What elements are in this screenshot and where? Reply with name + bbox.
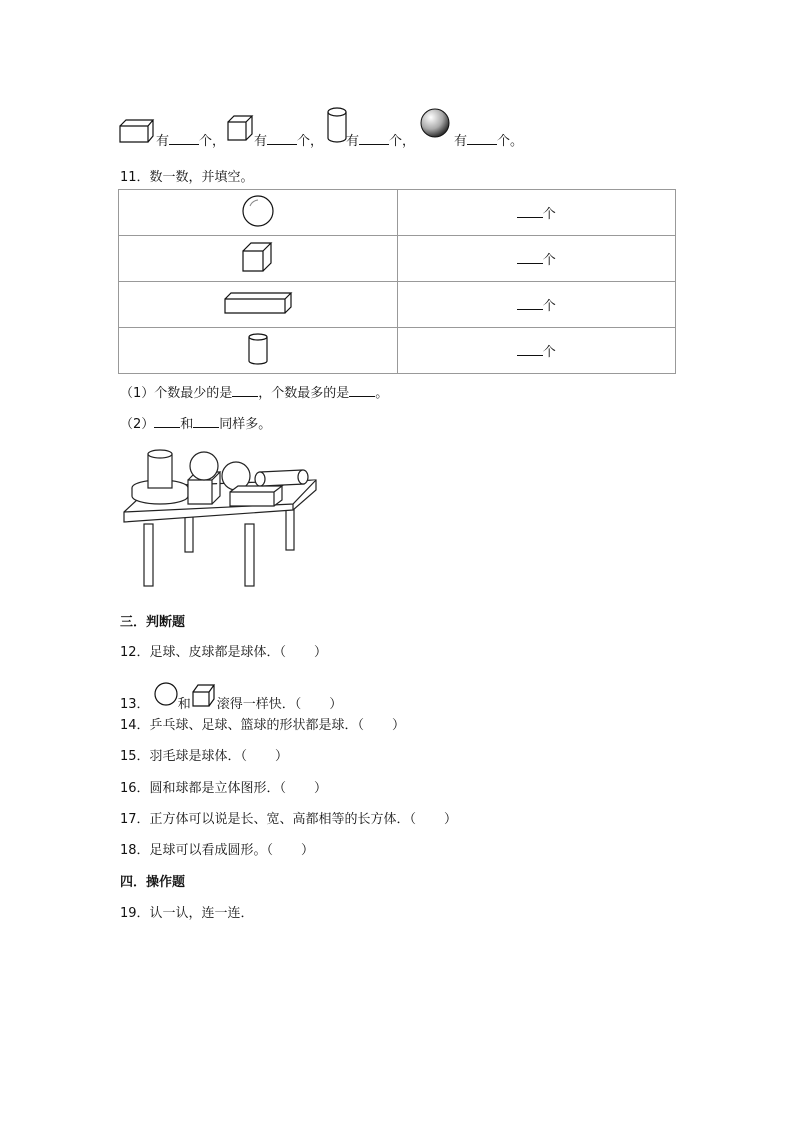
sphere-icon	[241, 194, 275, 228]
cuboid-icon	[223, 291, 293, 315]
have-label: 有	[454, 134, 468, 149]
top-shape-row	[118, 112, 538, 148]
ball-icon	[420, 108, 452, 140]
cube-icon	[191, 686, 217, 710]
answer-blank[interactable]	[154, 415, 180, 428]
answer-cell	[397, 328, 676, 374]
have-label: 有	[346, 134, 360, 149]
q11-title: 11．数一数，并填空。	[120, 170, 254, 185]
section-3-heading: 三．判断题	[120, 615, 186, 630]
table-row	[119, 328, 676, 374]
unit-label: 个	[542, 207, 556, 222]
q11-sub2: （2） 和 同样多。	[120, 417, 272, 432]
table-row	[119, 190, 676, 236]
answer-blank[interactable]	[517, 251, 543, 264]
answer-blank[interactable]	[517, 343, 543, 356]
shape-cell	[119, 236, 398, 282]
cube-icon	[226, 114, 254, 144]
shape-cell	[119, 328, 398, 374]
q19: 19．认一认，连一连．	[120, 906, 254, 921]
q16: 16．圆和球都是立体图形．（ ）	[120, 781, 328, 796]
unit-label: 个，	[297, 134, 324, 149]
shape-cell	[119, 190, 398, 236]
sphere-icon	[154, 688, 178, 712]
unit-label: 个，	[389, 134, 416, 149]
answer-blank[interactable]	[267, 132, 297, 145]
q18: 18．足球可以看成圆形。（ ）	[120, 843, 315, 858]
unit-label: 个	[542, 299, 556, 314]
answer-blank[interactable]	[517, 205, 543, 218]
count-table	[118, 189, 676, 374]
q15: 15．羽毛球是球体．（ ）	[120, 749, 289, 764]
answer-blank[interactable]	[467, 132, 497, 145]
have-label: 有	[156, 134, 170, 149]
answer-blank[interactable]	[349, 384, 375, 397]
cuboid-icon	[118, 118, 154, 144]
answer-blank[interactable]	[169, 132, 199, 145]
answer-blank[interactable]	[193, 415, 219, 428]
section-4-heading: 四．操作题	[120, 875, 186, 890]
table-row	[119, 282, 676, 328]
table-with-solids-illustration	[118, 446, 320, 588]
q11-sub1: （1）个数最少的是 ，个数最多的是 。	[120, 386, 389, 401]
unit-label: 个，	[199, 134, 226, 149]
answer-cell	[397, 190, 676, 236]
q13: 13． 和 滚得一样快．（ ）	[120, 686, 342, 712]
shape-cell	[119, 282, 398, 328]
table-row	[119, 236, 676, 282]
unit-label: 个	[542, 345, 556, 360]
answer-blank[interactable]	[232, 384, 258, 397]
cylinder-icon	[247, 332, 269, 366]
answer-blank[interactable]	[517, 297, 543, 310]
unit-label: 个。	[497, 134, 524, 149]
cube-icon	[241, 241, 275, 273]
answer-cell	[397, 282, 676, 328]
q14: 14．乒乓球、足球、篮球的形状都是球．（ ）	[120, 718, 406, 733]
answer-cell	[397, 236, 676, 282]
q17: 17．正方体可以说是长、宽、高都相等的长方体．（ ）	[120, 812, 458, 827]
cylinder-icon	[326, 106, 348, 144]
unit-label: 个	[542, 253, 556, 268]
answer-blank[interactable]	[359, 132, 389, 145]
have-label: 有	[254, 134, 268, 149]
q12: 12．足球、皮球都是球体．（ ）	[120, 645, 328, 660]
